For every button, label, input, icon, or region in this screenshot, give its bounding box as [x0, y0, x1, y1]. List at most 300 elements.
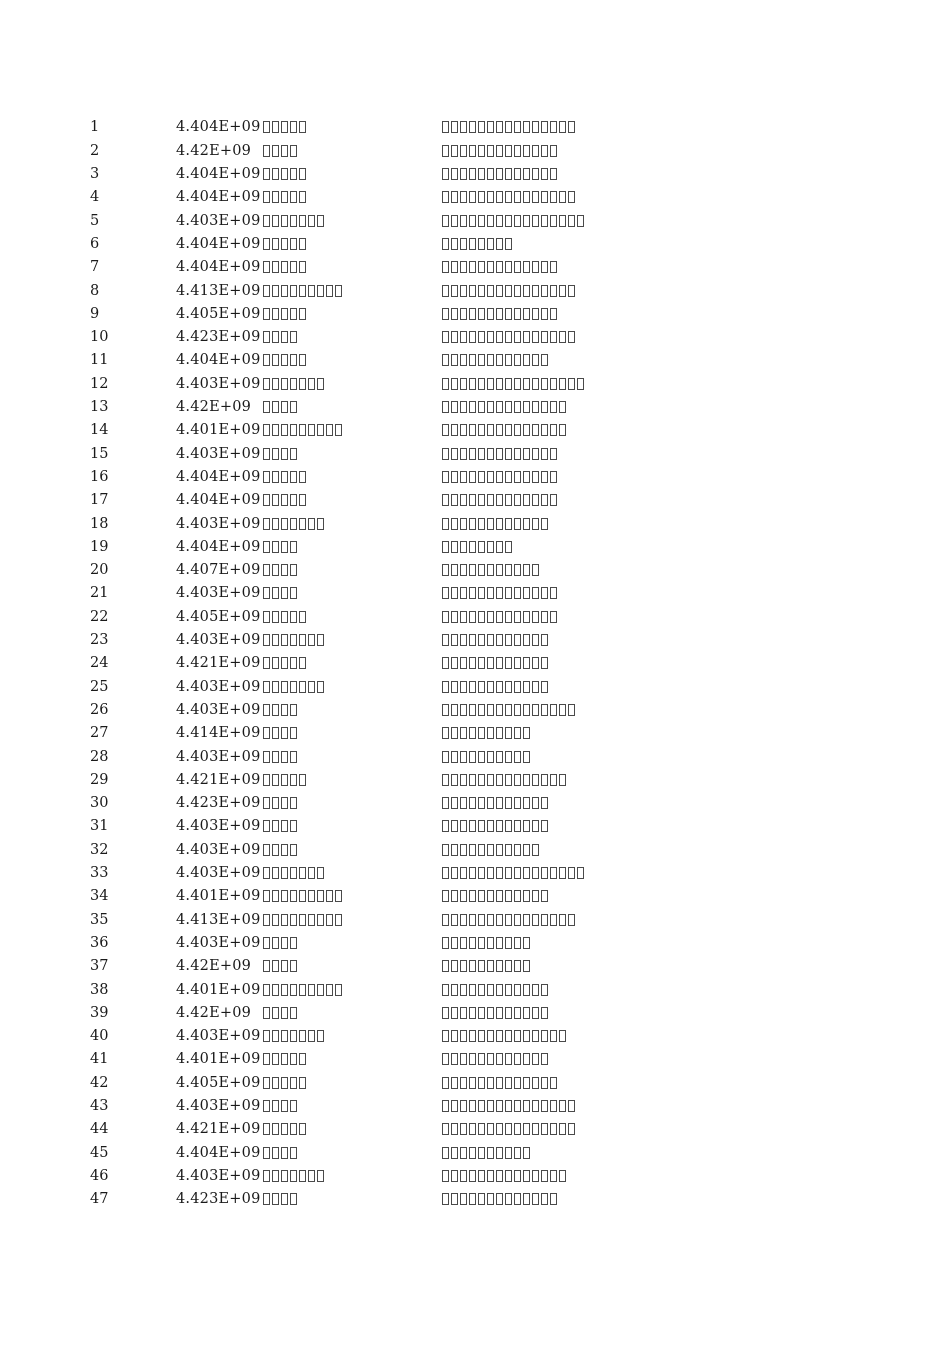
missing-glyph-icon [532, 774, 539, 786]
missing-glyph-icon [496, 145, 503, 157]
address-cell [442, 792, 548, 809]
address-cell [442, 349, 548, 366]
missing-glyph-icon [496, 1053, 503, 1065]
missing-glyph-icon [263, 191, 270, 203]
missing-glyph-icon [487, 285, 494, 297]
missing-glyph-icon [442, 1193, 449, 1205]
missing-glyph-icon [290, 168, 297, 180]
missing-glyph-icon [451, 1170, 458, 1182]
missing-glyph-icon [514, 867, 521, 879]
missing-glyph-icon [496, 331, 503, 343]
missing-glyph-icon [496, 1007, 503, 1019]
missing-glyph-icon [514, 518, 521, 530]
address-cell [442, 233, 512, 250]
missing-glyph-icon [290, 331, 297, 343]
name-cell [263, 1142, 297, 1159]
missing-glyph-icon [523, 890, 530, 902]
missing-glyph-icon [451, 494, 458, 506]
missing-glyph-icon [496, 471, 503, 483]
missing-glyph-icon [451, 1007, 458, 1019]
name-cell [263, 326, 297, 343]
missing-glyph-icon [541, 820, 548, 832]
row-index: 39 [90, 1004, 109, 1021]
missing-glyph-icon [442, 727, 449, 739]
missing-glyph-icon [496, 285, 503, 297]
missing-glyph-icon [469, 145, 476, 157]
missing-glyph-icon [550, 308, 557, 320]
missing-glyph-icon [541, 634, 548, 646]
missing-glyph-icon [514, 448, 521, 460]
missing-glyph-icon [281, 727, 288, 739]
missing-glyph-icon [281, 1100, 288, 1112]
missing-glyph-icon [469, 471, 476, 483]
table-row [0, 116, 950, 139]
missing-glyph-icon [505, 354, 512, 366]
missing-glyph-icon [559, 704, 566, 716]
missing-glyph-icon [308, 424, 315, 436]
missing-glyph-icon [290, 354, 297, 366]
missing-glyph-icon [460, 727, 467, 739]
missing-glyph-icon [442, 494, 449, 506]
missing-glyph-icon [460, 448, 467, 460]
missing-glyph-icon [290, 681, 297, 693]
missing-glyph-icon [317, 914, 324, 926]
missing-glyph-icon [523, 844, 530, 856]
missing-glyph-icon [460, 121, 467, 133]
missing-glyph-icon [272, 797, 279, 809]
missing-glyph-icon [263, 518, 270, 530]
missing-glyph-icon [272, 984, 279, 996]
name-cell [263, 606, 306, 623]
missing-glyph-icon [263, 1053, 270, 1065]
missing-glyph-icon [442, 960, 449, 972]
missing-glyph-icon [272, 844, 279, 856]
missing-glyph-icon [559, 191, 566, 203]
missing-glyph-icon [442, 215, 449, 227]
missing-glyph-icon [505, 285, 512, 297]
missing-glyph-icon [541, 1007, 548, 1019]
missing-glyph-icon [469, 867, 476, 879]
missing-glyph-icon [559, 1100, 566, 1112]
missing-glyph-icon [505, 634, 512, 646]
table-row [0, 699, 950, 722]
missing-glyph-icon [523, 121, 530, 133]
missing-glyph-icon [451, 1147, 458, 1159]
missing-glyph-icon [496, 704, 503, 716]
missing-glyph-icon [541, 378, 548, 390]
address-cell [442, 186, 575, 203]
missing-glyph-icon [541, 448, 548, 460]
missing-glyph-icon [469, 937, 476, 949]
missing-glyph-icon [532, 168, 539, 180]
missing-glyph-icon [460, 820, 467, 832]
missing-glyph-icon [487, 564, 494, 576]
code-value: 4.403E+09 [176, 748, 261, 765]
row-index: 15 [90, 445, 109, 462]
missing-glyph-icon [272, 1007, 279, 1019]
missing-glyph-icon [532, 890, 539, 902]
missing-glyph-icon [505, 191, 512, 203]
missing-glyph-icon [308, 890, 315, 902]
missing-glyph-icon [460, 331, 467, 343]
missing-glyph-icon [523, 354, 530, 366]
table-row [0, 652, 950, 675]
missing-glyph-icon [451, 401, 458, 413]
missing-glyph-icon [532, 518, 539, 530]
missing-glyph-icon [299, 471, 306, 483]
missing-glyph-icon [469, 518, 476, 530]
missing-glyph-icon [442, 518, 449, 530]
missing-glyph-icon [281, 215, 288, 227]
missing-glyph-icon [550, 285, 557, 297]
missing-glyph-icon [290, 867, 297, 879]
missing-glyph-icon [290, 1077, 297, 1089]
missing-glyph-icon [478, 914, 485, 926]
missing-glyph-icon [263, 1100, 270, 1112]
missing-glyph-icon [532, 820, 539, 832]
missing-glyph-icon [478, 984, 485, 996]
missing-glyph-icon [263, 681, 270, 693]
table-row [0, 1025, 950, 1048]
missing-glyph-icon [442, 121, 449, 133]
missing-glyph-icon [541, 1193, 548, 1205]
table-row [0, 676, 950, 699]
missing-glyph-icon [505, 890, 512, 902]
missing-glyph-icon [290, 657, 297, 669]
missing-glyph-icon [478, 751, 485, 763]
missing-glyph-icon [281, 564, 288, 576]
missing-glyph-icon [487, 541, 494, 553]
missing-glyph-icon [451, 238, 458, 250]
missing-glyph-icon [514, 1007, 521, 1019]
missing-glyph-icon [568, 331, 575, 343]
missing-glyph-icon [514, 331, 521, 343]
missing-glyph-icon [550, 191, 557, 203]
missing-glyph-icon [451, 960, 458, 972]
missing-glyph-icon [272, 1077, 279, 1089]
missing-glyph-icon [263, 774, 270, 786]
missing-glyph-icon [460, 704, 467, 716]
missing-glyph-icon [496, 797, 503, 809]
address-cell [442, 769, 566, 786]
missing-glyph-icon [523, 634, 530, 646]
missing-glyph-icon [263, 751, 270, 763]
name-cell [263, 582, 297, 599]
missing-glyph-icon [281, 634, 288, 646]
missing-glyph-icon [523, 611, 530, 623]
missing-glyph-icon [496, 844, 503, 856]
code-value: 4.403E+09 [176, 375, 261, 392]
missing-glyph-icon [281, 984, 288, 996]
missing-glyph-icon [308, 681, 315, 693]
address-cell [442, 466, 557, 483]
missing-glyph-icon [532, 844, 539, 856]
table-row [0, 979, 950, 1002]
missing-glyph-icon [442, 704, 449, 716]
missing-glyph-icon [451, 145, 458, 157]
missing-glyph-icon [263, 1147, 270, 1159]
address-cell [442, 955, 530, 972]
missing-glyph-icon [451, 587, 458, 599]
missing-glyph-icon [263, 285, 270, 297]
missing-glyph-icon [487, 1007, 494, 1019]
code-value: 4.403E+09 [176, 818, 261, 835]
missing-glyph-icon [263, 657, 270, 669]
missing-glyph-icon [505, 1170, 512, 1182]
missing-glyph-icon [496, 541, 503, 553]
name-cell [263, 513, 324, 530]
missing-glyph-icon [514, 1053, 521, 1065]
missing-glyph-icon [478, 401, 485, 413]
missing-glyph-icon [478, 354, 485, 366]
name-cell [263, 536, 297, 553]
missing-glyph-icon [478, 308, 485, 320]
missing-glyph-icon [478, 285, 485, 297]
missing-glyph-icon [532, 378, 539, 390]
missing-glyph-icon [478, 494, 485, 506]
name-cell [263, 210, 324, 227]
missing-glyph-icon [299, 774, 306, 786]
row-index: 20 [90, 562, 109, 579]
missing-glyph-icon [550, 867, 557, 879]
missing-glyph-icon [299, 611, 306, 623]
missing-glyph-icon [460, 261, 467, 273]
missing-glyph-icon [478, 937, 485, 949]
table-row [0, 909, 950, 932]
missing-glyph-icon [523, 1100, 530, 1112]
missing-glyph-icon [523, 704, 530, 716]
missing-glyph-icon [505, 960, 512, 972]
missing-glyph-icon [541, 1100, 548, 1112]
missing-glyph-icon [335, 424, 342, 436]
row-index: 2 [90, 142, 100, 159]
missing-glyph-icon [487, 611, 494, 623]
address-cell [442, 1002, 548, 1019]
missing-glyph-icon [442, 424, 449, 436]
missing-glyph-icon [290, 261, 297, 273]
missing-glyph-icon [541, 261, 548, 273]
missing-glyph-icon [469, 890, 476, 902]
row-index: 42 [90, 1074, 109, 1091]
missing-glyph-icon [523, 937, 530, 949]
missing-glyph-icon [523, 1053, 530, 1065]
missing-glyph-icon [505, 331, 512, 343]
missing-glyph-icon [442, 681, 449, 693]
missing-glyph-icon [272, 960, 279, 972]
missing-glyph-icon [478, 168, 485, 180]
missing-glyph-icon [514, 308, 521, 320]
missing-glyph-icon [550, 494, 557, 506]
missing-glyph-icon [460, 844, 467, 856]
missing-glyph-icon [532, 285, 539, 297]
missing-glyph-icon [514, 820, 521, 832]
missing-glyph-icon [281, 378, 288, 390]
missing-glyph-icon [272, 215, 279, 227]
missing-glyph-icon [541, 215, 548, 227]
missing-glyph-icon [272, 1053, 279, 1065]
missing-glyph-icon [442, 820, 449, 832]
missing-glyph-icon [469, 378, 476, 390]
missing-glyph-icon [505, 1030, 512, 1042]
missing-glyph-icon [505, 401, 512, 413]
missing-glyph-icon [559, 774, 566, 786]
row-index: 9 [90, 305, 100, 322]
missing-glyph-icon [523, 261, 530, 273]
missing-glyph-icon [541, 1170, 548, 1182]
missing-glyph-icon [281, 191, 288, 203]
missing-glyph-icon [478, 145, 485, 157]
missing-glyph-icon [541, 424, 548, 436]
missing-glyph-icon [505, 494, 512, 506]
missing-glyph-icon [532, 308, 539, 320]
missing-glyph-icon [496, 1123, 503, 1135]
name-cell [263, 373, 324, 390]
code-value: 4.401E+09 [176, 888, 261, 905]
missing-glyph-icon [442, 541, 449, 553]
missing-glyph-icon [460, 285, 467, 297]
missing-glyph-icon [460, 890, 467, 902]
missing-glyph-icon [478, 424, 485, 436]
missing-glyph-icon [487, 844, 494, 856]
missing-glyph-icon [460, 914, 467, 926]
missing-glyph-icon [299, 285, 306, 297]
code-value: 4.403E+09 [176, 865, 261, 881]
missing-glyph-icon [532, 191, 539, 203]
missing-glyph-icon [478, 867, 485, 879]
missing-glyph-icon [281, 238, 288, 250]
missing-glyph-icon [469, 1007, 476, 1019]
missing-glyph-icon [290, 518, 297, 530]
missing-glyph-icon [272, 541, 279, 553]
missing-glyph-icon [523, 681, 530, 693]
row-index: 8 [90, 282, 100, 299]
missing-glyph-icon [263, 1193, 270, 1205]
missing-glyph-icon [263, 937, 270, 949]
address-cell [442, 839, 539, 856]
name-cell [263, 746, 297, 763]
missing-glyph-icon [487, 634, 494, 646]
missing-glyph-icon [335, 914, 342, 926]
address-cell [442, 699, 575, 716]
code-value: 4.421E+09 [176, 1121, 261, 1138]
missing-glyph-icon [272, 1170, 279, 1182]
missing-glyph-icon [514, 890, 521, 902]
missing-glyph-icon [496, 657, 503, 669]
code-value: 4.401E+09 [176, 981, 261, 998]
missing-glyph-icon [478, 564, 485, 576]
row-index: 23 [90, 632, 109, 648]
missing-glyph-icon [290, 704, 297, 716]
missing-glyph-icon [514, 1147, 521, 1159]
missing-glyph-icon [460, 1170, 467, 1182]
missing-glyph-icon [263, 331, 270, 343]
missing-glyph-icon [263, 611, 270, 623]
address-cell [442, 606, 557, 623]
missing-glyph-icon [290, 727, 297, 739]
missing-glyph-icon [469, 774, 476, 786]
missing-glyph-icon [505, 587, 512, 599]
missing-glyph-icon [442, 844, 449, 856]
missing-glyph-icon [523, 191, 530, 203]
missing-glyph-icon [299, 354, 306, 366]
missing-glyph-icon [290, 564, 297, 576]
missing-glyph-icon [290, 1170, 297, 1182]
missing-glyph-icon [514, 937, 521, 949]
missing-glyph-icon [308, 518, 315, 530]
missing-glyph-icon [442, 401, 449, 413]
missing-glyph-icon [263, 1007, 270, 1019]
missing-glyph-icon [317, 890, 324, 902]
table-row [0, 932, 950, 955]
missing-glyph-icon [281, 145, 288, 157]
missing-glyph-icon [272, 1030, 279, 1042]
missing-glyph-icon [478, 611, 485, 623]
missing-glyph-icon [523, 168, 530, 180]
missing-glyph-icon [514, 587, 521, 599]
missing-glyph-icon [469, 914, 476, 926]
table-row [0, 885, 950, 908]
missing-glyph-icon [532, 261, 539, 273]
missing-glyph-icon [523, 518, 530, 530]
code-value: 4.42E+09 [176, 399, 252, 415]
missing-glyph-icon [559, 424, 566, 436]
missing-glyph-icon [451, 937, 458, 949]
missing-glyph-icon [281, 844, 288, 856]
missing-glyph-icon [272, 774, 279, 786]
missing-glyph-icon [478, 727, 485, 739]
missing-glyph-icon [272, 587, 279, 599]
missing-glyph-icon [460, 751, 467, 763]
missing-glyph-icon [335, 890, 342, 902]
missing-glyph-icon [487, 448, 494, 460]
table-row [0, 536, 950, 559]
missing-glyph-icon [281, 494, 288, 506]
missing-glyph-icon [478, 587, 485, 599]
missing-glyph-icon [299, 238, 306, 250]
missing-glyph-icon [263, 448, 270, 460]
missing-glyph-icon [532, 797, 539, 809]
missing-glyph-icon [469, 448, 476, 460]
missing-glyph-icon [460, 681, 467, 693]
missing-glyph-icon [299, 984, 306, 996]
missing-glyph-icon [523, 867, 530, 879]
missing-glyph-icon [281, 704, 288, 716]
missing-glyph-icon [532, 448, 539, 460]
missing-glyph-icon [299, 1053, 306, 1065]
missing-glyph-icon [469, 611, 476, 623]
code-value: 4.404E+09 [176, 352, 261, 369]
missing-glyph-icon [469, 1053, 476, 1065]
missing-glyph-icon [532, 354, 539, 366]
missing-glyph-icon [290, 424, 297, 436]
missing-glyph-icon [568, 191, 575, 203]
missing-glyph-icon [451, 611, 458, 623]
missing-glyph-icon [308, 914, 315, 926]
missing-glyph-icon [478, 261, 485, 273]
row-index: 44 [90, 1121, 109, 1138]
row-index: 13 [90, 399, 109, 415]
code-value: 4.403E+09 [176, 678, 261, 695]
code-value: 4.403E+09 [176, 1167, 261, 1184]
missing-glyph-icon [532, 657, 539, 669]
table-row [0, 489, 950, 512]
missing-glyph-icon [460, 401, 467, 413]
table-row [0, 396, 950, 419]
missing-glyph-icon [263, 215, 270, 227]
table-row [0, 233, 950, 256]
missing-glyph-icon [505, 797, 512, 809]
missing-glyph-icon [478, 1007, 485, 1019]
